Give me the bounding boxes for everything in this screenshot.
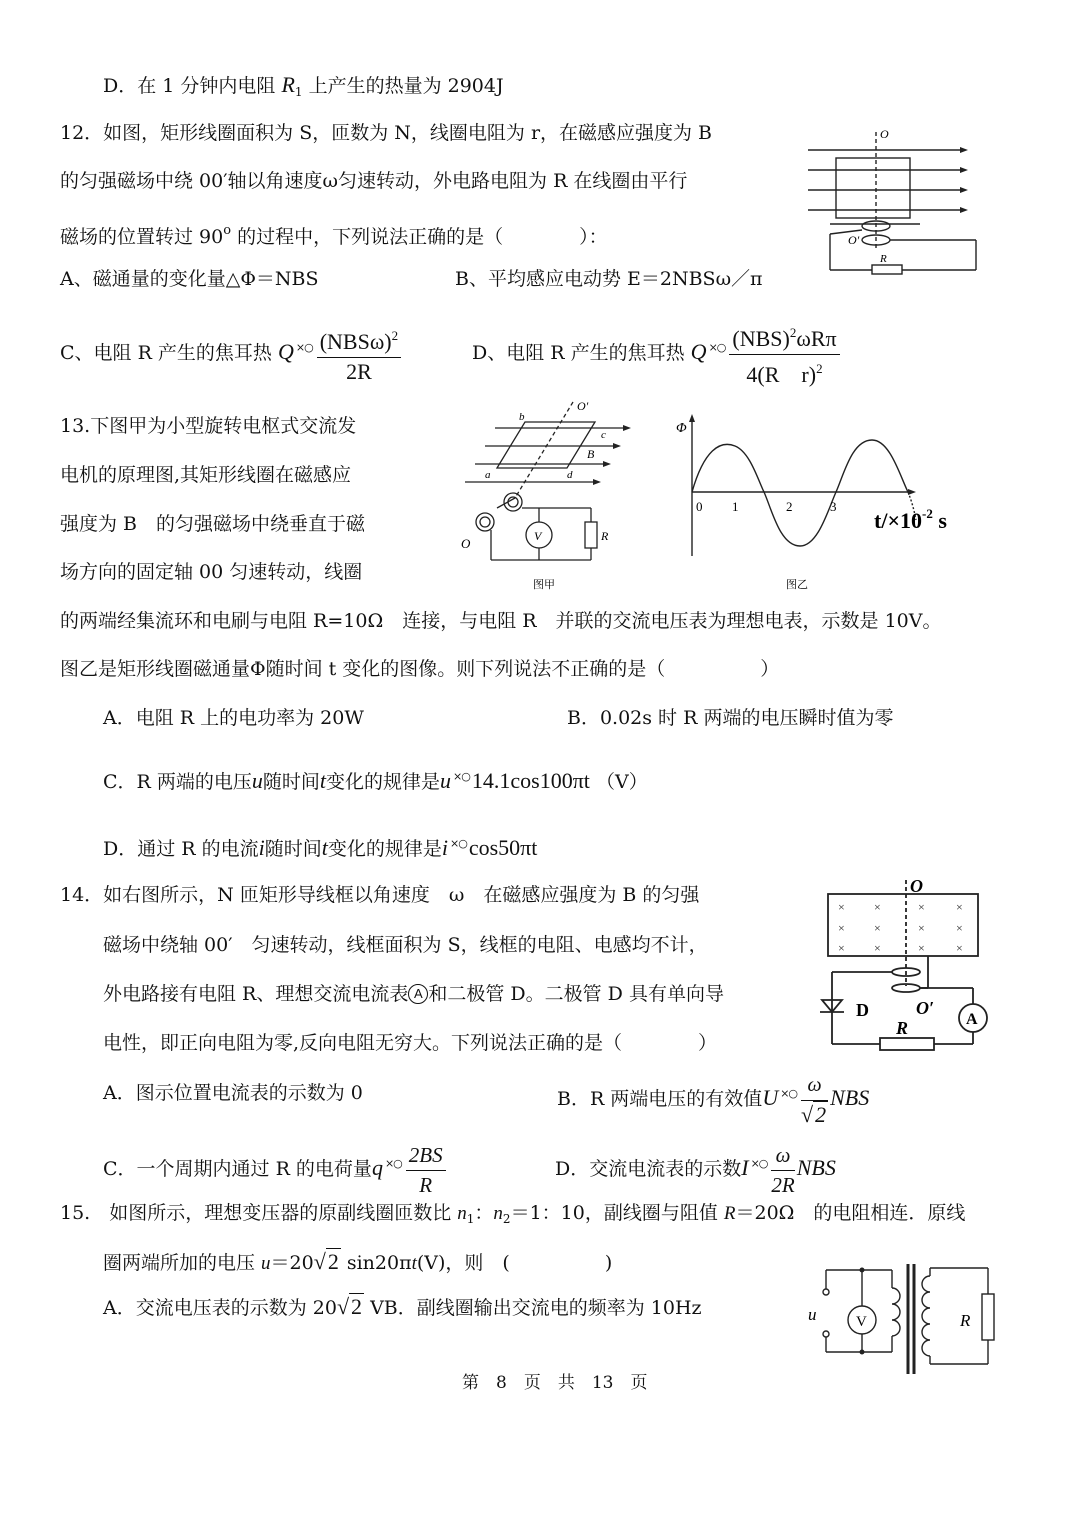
q13-option-c: C．R 两端的电压u随时间t变化的规律是u ×○14.1cos100πt （V）: [103, 768, 648, 793]
q12-option-d: D、电阻 R 产生的焦耳热 Q ×○ $\frac{(NBS)^2\omega R\pi}{4(R r)^2}$: [472, 318, 842, 389]
q13-stem-line5: 的两端经集流环和电刷与电阻 R=10Ω 连接，与电阻 R 并联的交流电压表为理想电表，示数是 10V。: [60, 610, 942, 632]
q14-fig-o: O: [910, 876, 923, 896]
svg-text:×: ×: [956, 941, 963, 955]
q12-stem-line2: 的匀强磁场中绕 00′轴以角速度ω匀速转动，外电路电阻为 R 在线圈由平行: [60, 170, 688, 192]
q12-fig-label-o: O: [880, 127, 889, 141]
q13-fig-v: V: [534, 529, 542, 543]
q13-option-d: D．通过 R 的电流i随时间t变化的规律是i ×○cos50πt: [103, 835, 538, 860]
q14-figure: [818, 876, 998, 1056]
q14-option-b: B．R 两端电压的有效值U ×○ $\frac{\omega}{√2}$ NBS: [557, 1066, 869, 1130]
ammeter-symbol: A: [408, 984, 428, 1004]
q13-stem-line6: 图乙是矩形线圈磁通量Φ随时间 t 变化的图像。则下列说法不正确的是（ ）: [60, 658, 780, 680]
q14-option-d: D．交流电流表的示数I ×○ $\frac{\omega}{2R}$ NBS: [555, 1143, 836, 1197]
q12-stem-line3: 磁场的位置转过 90$^o$ 的过程中，下列说法正确的是（ ）：: [60, 223, 608, 248]
q13-figure-generator: [455, 398, 635, 593]
q13-fig1-caption: 图甲: [533, 579, 555, 591]
q15-fig-u: u: [808, 1305, 817, 1324]
svg-text:×: ×: [918, 900, 925, 914]
q14-option-c: C．一个周期内通过 R 的电荷量q ×○ $\frac{2BS}{R}$: [103, 1136, 448, 1199]
q13-option-a: A．电阻 R 上的电功率为 20W: [103, 707, 364, 729]
svg-text:×: ×: [956, 921, 963, 935]
q15-fig-v: V: [856, 1314, 867, 1330]
q15-stem-line1: 15. 如图所示，理想变压器的原副线圈匝数比 $n_1$：$n_2=1$：10，副线圈与阻值 R＝20Ω 的电阻相连．原线: [60, 1202, 966, 1226]
q12-figure: [800, 128, 990, 278]
q13-fig-a: a: [485, 469, 491, 481]
q14-fig-d: D: [856, 1000, 869, 1020]
svg-text:×: ×: [874, 921, 881, 935]
q13-fig2-phi: Φ: [676, 421, 687, 436]
svg-text:×: ×: [874, 900, 881, 914]
svg-text:×: ×: [918, 941, 925, 955]
q13-fig2-tick-3: 3: [830, 499, 837, 514]
q13-fig2-tick-2: 2: [786, 499, 793, 514]
svg-text:×: ×: [838, 941, 845, 955]
q14-stem-line1: 14．如右图所示，N 匝矩形导线框以角速度 ω 在磁感应强度为 B 的匀强: [60, 884, 700, 906]
q13-fig2-axis-label: $t/\times 10^{-2}$ s: [874, 506, 947, 533]
q13-stem-line2: 电机的原理图,其矩形线圈在磁感应: [60, 464, 352, 486]
q14-stem-line2: 磁场中绕轴 00′ 匀速转动，线框面积为 S，线框的电阻、电感均不计，: [103, 934, 708, 956]
q14-stem-line3: 外电路接有电阻 R、理想交流电流表 A 和二极管 D。二极管 D 具有单向导: [103, 983, 724, 1005]
q13-option-b: B．0.02s 时 R 两端的电压瞬时值为零: [567, 707, 894, 729]
q13-stem-line4: 场方向的固定轴 00 匀速转动，线圈: [60, 561, 363, 583]
q13-fig-bfield: B: [587, 447, 595, 461]
q15-stem-line2: 圈两端所加的电压 u＝20√2 sin20πt(V)，则 ( ): [103, 1249, 613, 1274]
q13-stem-line1: 13.下图甲为小型旋转电枢式交流发: [60, 415, 357, 437]
q13-figure-flux-graph: [668, 410, 988, 595]
q13-fig2-tick-1: 1: [732, 499, 739, 514]
q13-stem-line3: 强度为 B 的匀强磁场中绕垂直于磁: [60, 513, 366, 535]
q13-fig-b: b: [519, 411, 525, 423]
svg-text:×: ×: [874, 941, 881, 955]
q14-fig-r: R: [896, 1018, 909, 1038]
q13-fig-r: R: [601, 529, 609, 543]
q13-fig2-caption: 图乙: [786, 579, 808, 591]
q12-fig-label-r: R: [880, 253, 887, 265]
q15-figure-transformer: [804, 1262, 1004, 1377]
q12-stem-line1: 12．如图，矩形线圈面积为 S，匝数为 N，线圈电阻为 r，在磁感应强度为 B: [60, 122, 713, 144]
svg-text:×: ×: [838, 921, 845, 935]
q12-option-b: B、平均感应电动势 E＝2NBSω／π: [455, 268, 763, 290]
svg-text:×: ×: [918, 921, 925, 935]
q15-option-a: A．交流电压表的示数为 20√2 VB．副线圈输出交流电的频率为 10Hz: [103, 1294, 702, 1319]
q13-fig-d: d: [567, 469, 573, 481]
q14-fig-o-prime: O′: [916, 998, 935, 1018]
q13-fig-o-prime: O′: [577, 399, 589, 413]
q14-option-a: A．图示位置电流表的示数为 0: [103, 1082, 363, 1104]
q14-fig-a: A: [966, 1011, 978, 1028]
q11-option-d: D．在 1 分钟内电阻 $R_1$ 上产生的热量为 2904J: [103, 72, 504, 99]
q13-fig-o: O: [461, 536, 471, 551]
q12-fig-label-o-prime: O′: [848, 233, 860, 247]
svg-text:×: ×: [838, 900, 845, 914]
q15-fig-r: R: [960, 1311, 971, 1330]
q13-fig-c: c: [601, 429, 606, 441]
page-footer: 第 8 页 共 13 页: [462, 1373, 648, 1393]
svg-text:×: ×: [956, 900, 963, 914]
q12-option-c: C、电阻 R 产生的焦耳热 Q ×○ $\frac{(NBS\omega)^2}{2R}$: [60, 318, 403, 386]
q12-option-a: A、磁通量的变化量△Φ＝NBS: [60, 268, 319, 290]
q14-stem-line4: 电性，即正向电阻为零,反向电阻无穷大。下列说法正确的是（ ）: [103, 1032, 718, 1054]
q13-fig2-tick-0: 0: [696, 499, 703, 514]
